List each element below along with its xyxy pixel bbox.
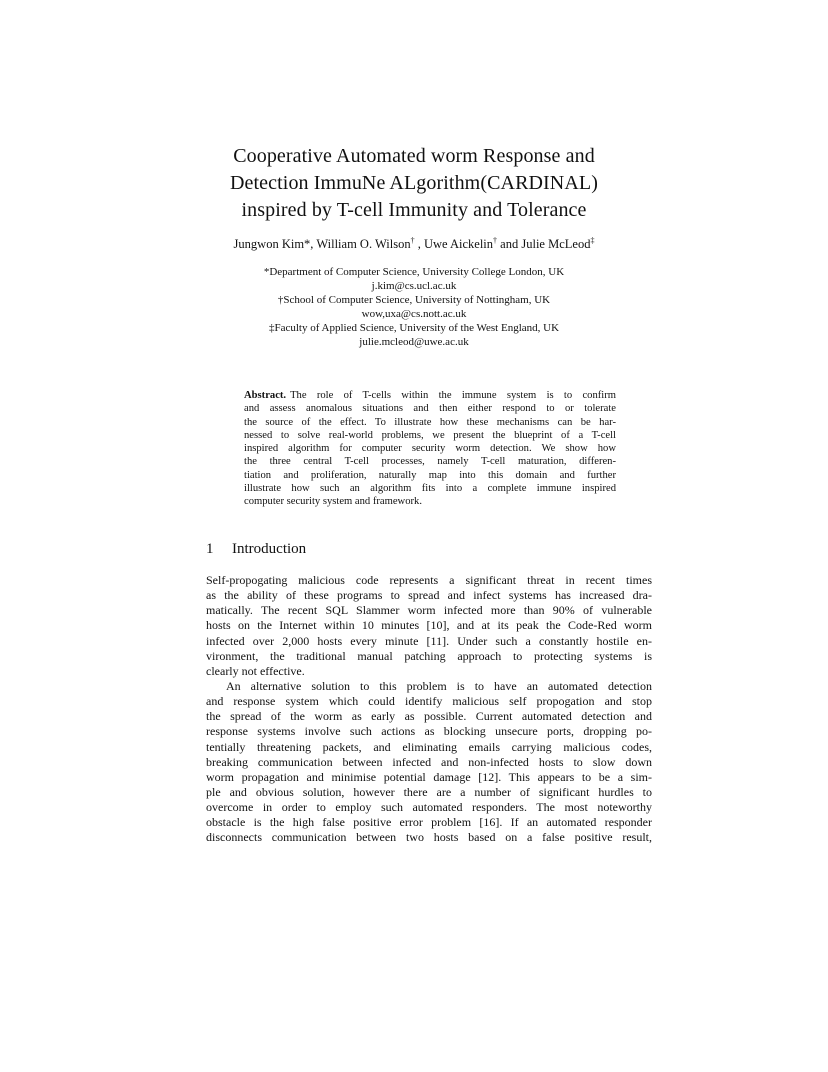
title-line: Detection ImmuNe ALgorithm(CARDINAL) bbox=[230, 172, 598, 194]
paragraph-line: worm propagation and minimise potential damage [12]. This appears to be a sim- bbox=[206, 769, 652, 784]
paragraph-line: tentially threatening packets, and eliminating emails carrying malicious codes, bbox=[206, 739, 652, 754]
paragraph-line: ple and obvious solution, however there are a number of significant hurdles to bbox=[206, 784, 652, 799]
abstract-line: and assess anomalous situations and then either respond to or tolerate bbox=[244, 403, 616, 415]
author-name: William O. Wilson bbox=[316, 237, 411, 251]
section-heading bbox=[206, 539, 306, 559]
paragraph-line: overcome in order to employ such automated responders. The most noteworthy bbox=[206, 800, 652, 815]
abstract-line: inspired algorithm for computer security worm detection. We show how bbox=[244, 443, 616, 455]
paragraph-line: matically. The recent SQL Slammer worm infected more than 90% of vulnerable bbox=[206, 603, 652, 618]
author-email: j.kim@cs.ucl.ac.uk bbox=[371, 280, 457, 292]
paragraph-line: hosts on the Internet within 10 minutes [10], and at its peak the Code-Red worm bbox=[206, 618, 652, 633]
affiliation-line: *Department of Computer Science, University College London, UK bbox=[263, 266, 565, 278]
abstract-line: nessed to solve real-world problems, we present the blueprint of a T-cell bbox=[244, 429, 616, 441]
affiliation-line: ‡Faculty of Applied Science, University of the West England, UK bbox=[268, 322, 560, 334]
abstract-text: The role of T-cells within the immune system is to confirm bbox=[290, 390, 616, 401]
paragraph-line: vironment, the traditional manual patching approach to protecting systems is bbox=[206, 648, 652, 663]
affiliation-mark: † bbox=[410, 236, 415, 245]
affiliation-mark: † bbox=[493, 236, 498, 245]
abstract-line: computer security system and framework. bbox=[244, 496, 422, 508]
paragraph-line: breaking communication between infected and non-infected hosts to slow down bbox=[206, 754, 652, 769]
paragraph-line: disconnects communication between two hosts based on a false positive result, bbox=[206, 830, 652, 845]
abstract-line: the source of the effect. To illustrate how these mechanisms can be har- bbox=[244, 416, 616, 428]
author-email: julie.mcleod@uwe.ac.uk bbox=[359, 336, 469, 348]
abstract bbox=[244, 389, 616, 509]
paragraph-line: as the ability of these programs to spread and infect systems has increased dra- bbox=[206, 588, 652, 603]
abstract-line: the three central T-cell processes, namely T-cell maturation, differen- bbox=[244, 456, 616, 468]
paragraph-line: infected over 2,000 hosts every minute [11]. Under such a constantly hostile en- bbox=[206, 633, 652, 648]
section-title: Introduction bbox=[232, 541, 307, 557]
affiliations bbox=[150, 265, 678, 349]
paragraph-line: the spread of the worm as early as possible. Current automated detection and bbox=[206, 709, 652, 724]
author-conjunction: and bbox=[500, 237, 519, 251]
body-text bbox=[206, 573, 652, 846]
abstract-label: Abstract. bbox=[244, 390, 287, 401]
abstract-line: illustrate how such an algorithm fits into a complete immune inspired bbox=[244, 483, 616, 495]
abstract-line bbox=[244, 389, 616, 402]
affiliation-mark: ‡ bbox=[590, 236, 595, 245]
abstract-line: tiation and proliferation, naturally map into this domain and further bbox=[244, 469, 616, 481]
author-name: Jungwon Kim*, bbox=[233, 237, 314, 251]
paragraph-line: obstacle is the high false positive error problem [16]. If an automated responder bbox=[206, 815, 652, 830]
title-line: inspired by T-cell Immunity and Tolerance bbox=[241, 199, 587, 221]
author-name: Julie McLeod bbox=[521, 237, 591, 251]
author-email: wow,uxa@cs.nott.ac.uk bbox=[361, 308, 467, 320]
author-list bbox=[150, 236, 678, 252]
section-number: 1 bbox=[206, 541, 214, 557]
paragraph-line: clearly not effective. bbox=[206, 663, 305, 678]
title-line: Cooperative Automated worm Response and bbox=[233, 145, 595, 167]
paragraph-line: response systems involve such actions as blocking unsecure ports, dropping po- bbox=[206, 724, 652, 739]
paragraph-line: Self-propogating malicious code represents a significant threat in recent times bbox=[206, 573, 652, 587]
affiliation-line: †School of Computer Science, University of Nottingham, UK bbox=[277, 294, 551, 306]
author-separator: , bbox=[417, 237, 421, 251]
paragraph-line: An alternative solution to this problem is to have an automated detection bbox=[226, 678, 652, 693]
author-name: Uwe Aickelin bbox=[423, 237, 494, 251]
paragraph-line: and response system which could identify malicious self propogation and stop bbox=[206, 694, 652, 709]
paper-title bbox=[150, 143, 678, 224]
